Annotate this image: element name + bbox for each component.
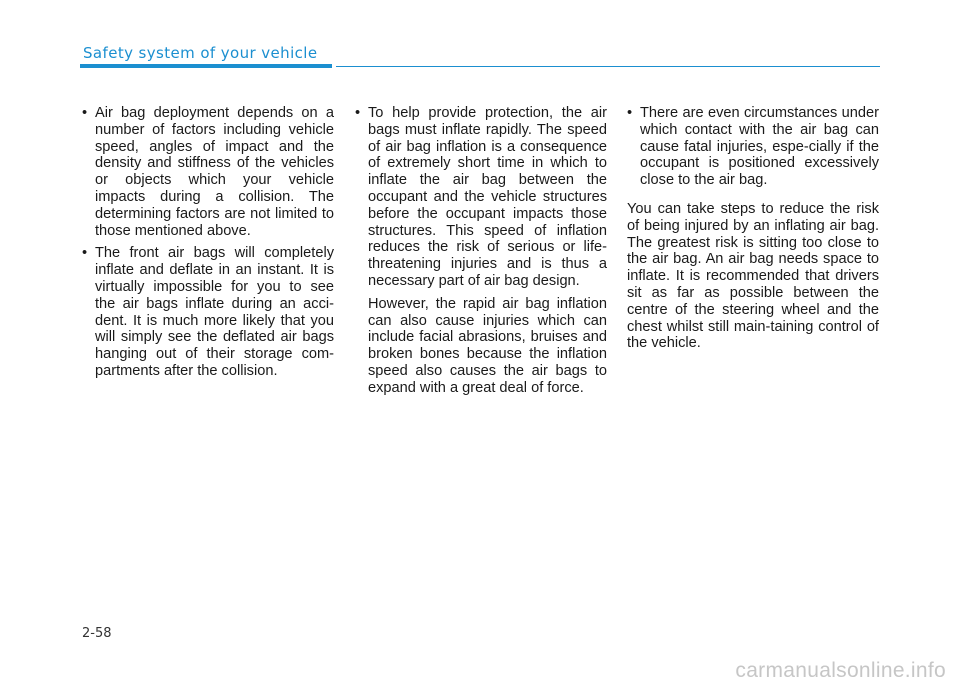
- header-rule-thin: [336, 66, 880, 67]
- text-column-3: [627, 105, 879, 352]
- bullet-text: Air bag deployment depends on a number of factors including vehicle speed, angles of impact and the density and stiffness of the vehicles or objects which your vehicle impacts during a collision. The determining factors are not limited to those mentioned above.: [95, 105, 334, 239]
- text-column-1: [82, 105, 334, 386]
- bullet-item: [82, 105, 334, 239]
- bullet-continuation: However, the rapid air bag inflation can also cause injuries which can include facial abrasions, bruises and broken bones because the inflation speed also causes the air bags to expand with a great deal of force.: [368, 295, 607, 396]
- bullet-dot: •: [82, 105, 88, 121]
- bullet-dot: •: [82, 245, 88, 262]
- body-paragraph: You can take steps to reduce the risk of being injured by an inflating air bag. The greatest risk is sitting too close to the air bag. An air bag needs space to inflate. It is recommended that drivers sit as far as possible between the centre of the steering wheel and the chest whilst still main-taining control of the vehicle.: [627, 200, 879, 352]
- bullet-item: [82, 245, 334, 379]
- bullet-text: There are even circumstances under which contact with the air bag can cause fatal injuries, espe-cially if the occupant is positioned excessively close to the air bag.: [640, 105, 879, 189]
- bullet-dot: •: [627, 105, 633, 121]
- bullet-item: [627, 105, 879, 189]
- section-header: Safety system of your vehicle: [83, 44, 318, 62]
- bullet-dot: •: [355, 105, 361, 121]
- bullet-text: The front air bags will completely inflate and deflate in an instant. It is virtually impossible for you to see the air bags inflate during an acci-dent. It is much more likely that you will simply see the deflated air bags hanging out of their storage com-partments after the collision.: [95, 245, 334, 379]
- watermark: carmanualsonline.info: [735, 659, 946, 682]
- page-number: 2-58: [82, 626, 112, 641]
- header-rule-thick: [80, 64, 332, 68]
- bullet-text: To help provide protection, the air bags must inflate rapidly. The speed of air bag inflation is a consequence of extremely short time in which to inflate the air bag between the occupant and the vehicle structures before the occupant impacts those structures. This speed of inflation reduces the risk of serious or life-threatening injuries and is thus a necessary part of air bag design.: [368, 105, 607, 289]
- text-column-2: [355, 105, 607, 403]
- bullet-item: [355, 105, 607, 290]
